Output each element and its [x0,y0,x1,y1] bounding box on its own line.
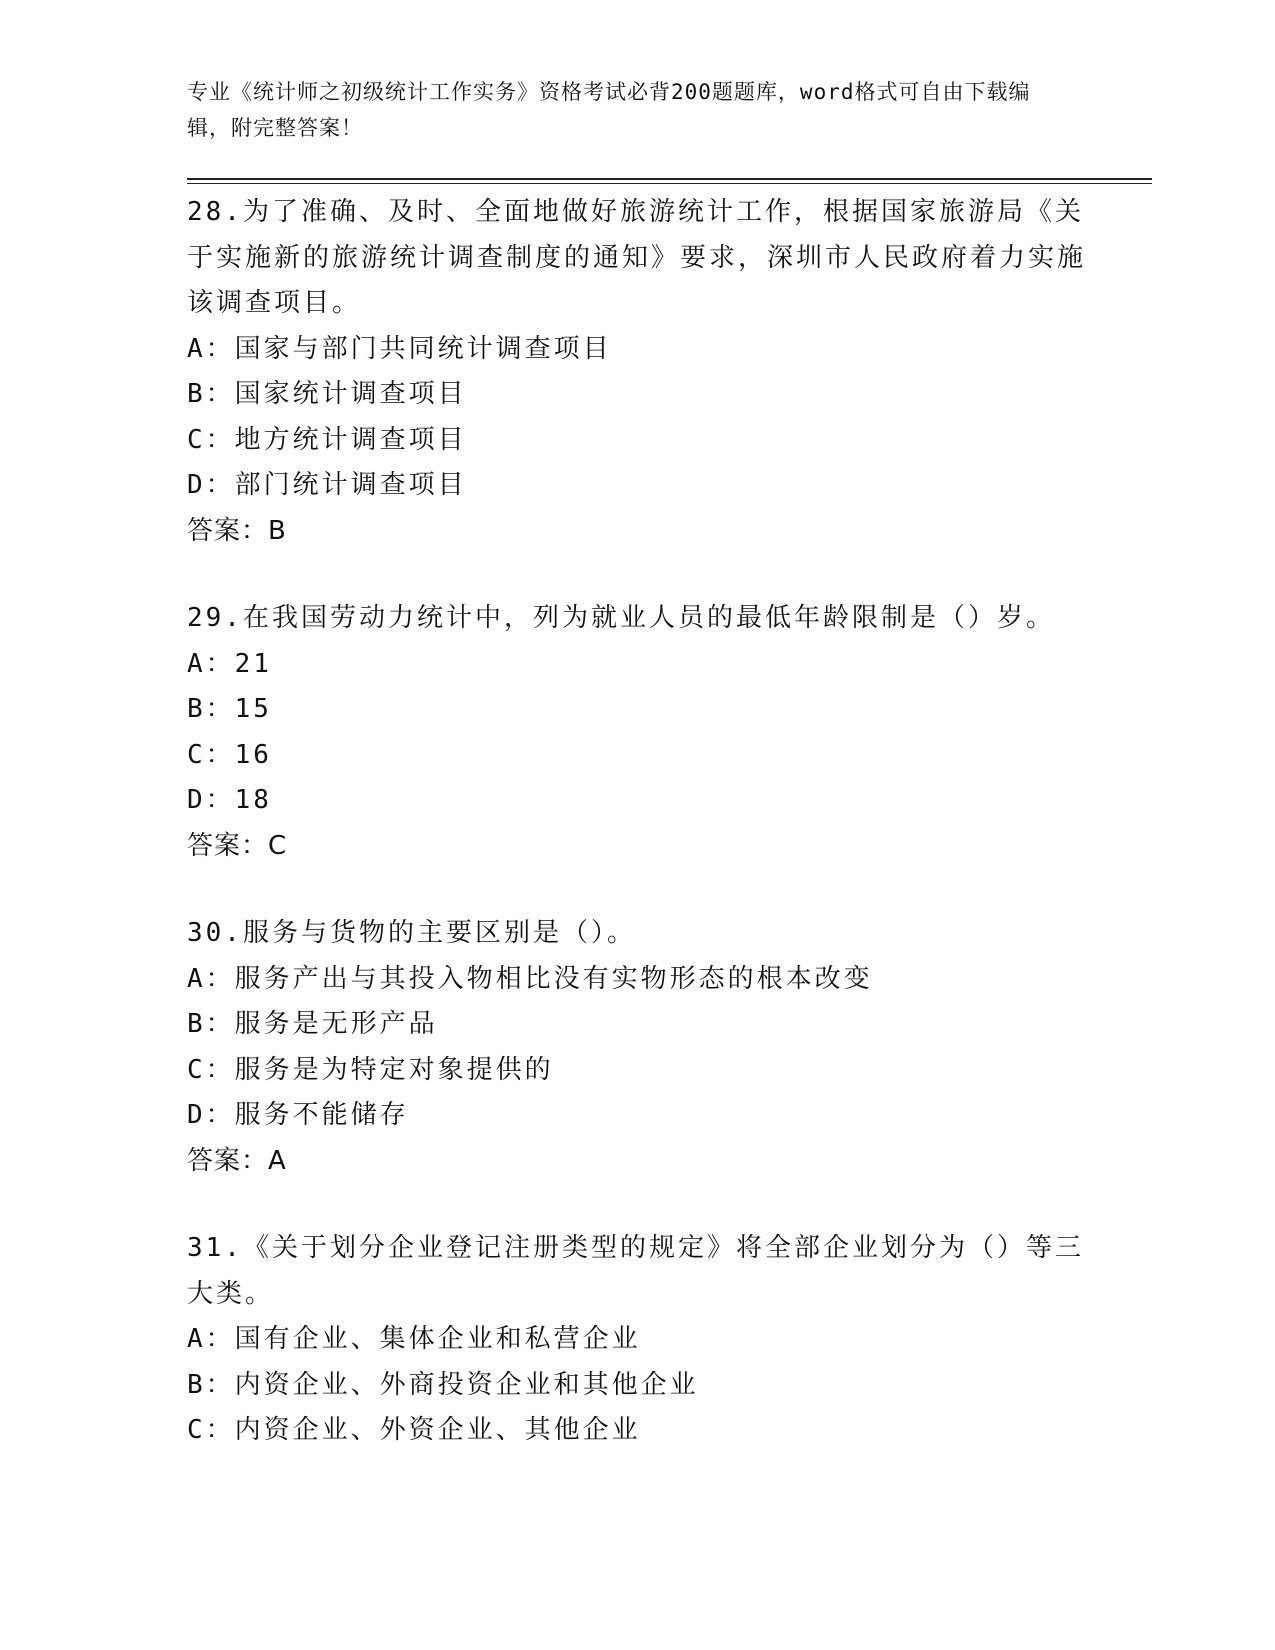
option-b: B：15 [187,694,272,724]
answer-line: 答案：C [187,830,288,861]
question-block [187,911,1087,1184]
question-block [187,190,1087,554]
answer-line: 答案：A [187,1145,287,1176]
question-text: 31.《关于划分企业登记注册类型的规定》将全部企业划分为（）等三大类。 [187,1233,1084,1309]
option-c: C：内资企业、外资企业、其他企业 [187,1415,641,1445]
option-a: A：21 [187,648,272,679]
option-b: B：服务是无形产品 [187,1009,438,1039]
option-a: A：服务产出与其投入物相比没有实物形态的根本改变 [187,963,873,994]
header-divider-thin [187,183,1152,184]
question-block [187,1226,1087,1454]
option-d: D：部门统计调查项目 [187,470,467,500]
question-text: 30.服务与货物的主要区别是（）。 [187,918,636,948]
question-text: 29.在我国劳动力统计中，列为就业人员的最低年龄限制是（）岁。 [187,603,1055,633]
option-b: B：国家统计调查项目 [187,379,467,409]
option-c: C：服务是为特定对象提供的 [187,1054,554,1085]
option-b: B：内资企业、外商投资企业和其他企业 [187,1369,699,1400]
question-list [187,190,1087,1496]
document-header: 专业《统计师之初级统计工作实务》资格考试必背200题题库，word格式可自由下载编辑，附完整答案！ [187,80,1031,140]
option-d: D：服务不能储存 [187,1100,409,1130]
option-c: C：地方统计调查项目 [187,424,467,455]
option-a: A：国家与部门共同统计调查项目 [187,333,612,364]
option-a: A：国有企业、集体企业和私营企业 [187,1324,641,1354]
answer-line: 答案：B [187,515,287,546]
question-block [187,596,1087,869]
question-text: 28.为了准确、及时、全面地做好旅游统计工作，根据国家旅游局《关于实施新的旅游统计调查制度的通知》要求，深圳市人民政府着力实施该调查项目。 [187,197,1087,318]
option-d: D：18 [187,785,272,815]
header-divider-thick [187,178,1152,180]
option-c: C：16 [187,739,272,770]
